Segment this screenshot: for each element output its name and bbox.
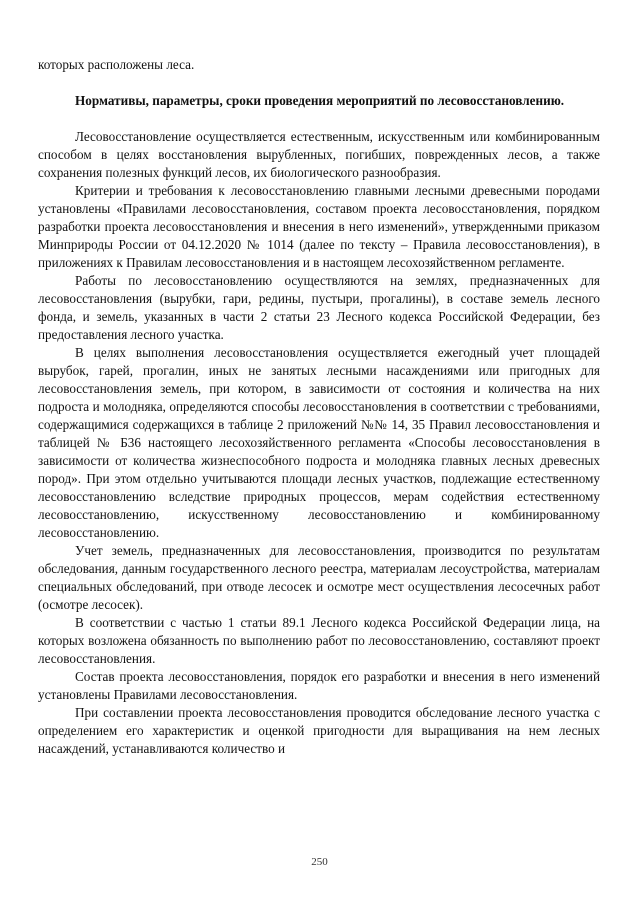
paragraph-2: Критерии и требования к лесовосстановлению главными лесными древесными породами установлены «Правилами лесовосстановления, составом проекта лесовосстановления, порядком разработки проекта лесовосстановления и внесения в него изменений», утвержденными приказом Минприроды России от 04.12.2020 № 1014 (далее по тексту – Правила лесовосстановления), в приложениях к Правилам лесовосстановления и в настоящем лесохозяйственном регламенте. (38, 183, 600, 270)
document-page (38, 56, 600, 758)
continuation-line: которых расположены леса. (38, 57, 195, 72)
paragraph-1: Лесовосстановление осуществляется естественным, искусственным или комбинированным способом в целях восстановления вырубленных, погибших, поврежденных лесов, а также сохранения полезных функций лесов, их биологического разнообразия. (38, 129, 600, 180)
paragraph-7: Состав проекта лесовосстановления, порядок его разработки и внесения в него изменений установлены Правилами лесовосстановления. (38, 669, 600, 702)
section-heading: Нормативы, параметры, сроки проведения мероприятий по лесовосстановлению. (75, 93, 565, 108)
paragraph-5: Учет земель, предназначенных для лесовосстановления, производится по результатам обследования, данным государственного лесного реестра, материалам лесоустройства, материалам специальных обследований, при отводе лесосек и осмотре мест осуществления лесосечных работ (осмотре лесосек). (38, 543, 600, 612)
paragraph-4: В целях выполнения лесовосстановления осуществляется ежегодный учет площадей вырубок, гарей, прогалин, иных не занятых лесными насаждениями или пригодных для лесовосстановления земель, при котором, в зависимости от состояния и количества на них подроста и молодняка, определяются способы лесовосстановления в соответствии с требованиями, содержащимися содержащихся в таблице 2 приложений №№ 14, 35 Правил лесовосстановления и таблицей № Б36 настоящего лесохозяйственного регламента «Способы лесовосстановления в зависимости от количества жизнеспособного подроста и молодняка главных лесных древесных пород». При этом отдельно учитываются площади лесных участков, подлежащие естественному лесовосстановлению вследствие природных процессов, мерам содействия естественному лесовосстановлению, искусственному лесовосстановлению и комбинированному лесовосстановлению. (38, 345, 600, 540)
paragraph-8: При составлении проекта лесовосстановления проводится обследование лесного участка с определением его характеристик и оценкой пригодности для выращивания на нем лесных насаждений, устанавливаются количество и (38, 705, 600, 756)
paragraph-6: В соответствии с частью 1 статьи 89.1 Лесного кодекса Российской Федерации лица, на которых возложена обязанность по выполнению работ по лесовосстановлению, составляют проект лесовосстановления. (38, 615, 600, 666)
paragraph-3: Работы по лесовосстановлению осуществляются на землях, предназначенных для лесовосстановления (вырубки, гари, редины, пустыри, прогалины), в составе земель лесного фонда, и земель, указанных в части 2 статьи 23 Лесного кодекса Российской Федерации, без предоставления лесного участка. (38, 273, 600, 342)
page-number: 250 (311, 856, 328, 868)
